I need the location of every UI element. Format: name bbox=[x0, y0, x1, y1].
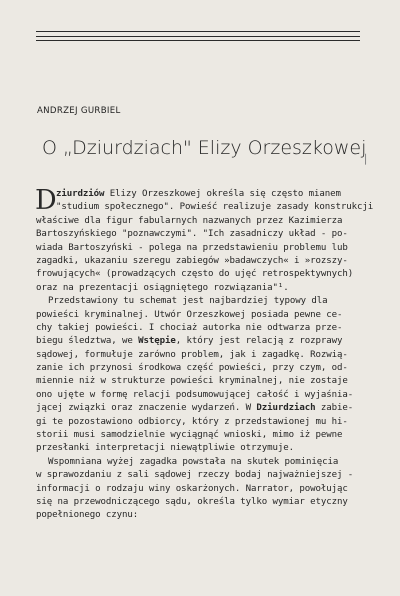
text-span: jącej związki oraz znaczenie wydarzeń. W bbox=[36, 403, 257, 414]
text-span: miennie niż w strukturze powieści kryminalnej, nie zostaje bbox=[36, 376, 348, 387]
text-span: w sprawozdaniu z sali sądowej rzeczy bodaj najważniejszej - bbox=[36, 470, 354, 481]
header-rule-2 bbox=[36, 36, 360, 37]
text-span: informacji o rodzaju winy oskarżonych. Narrator, powołując bbox=[36, 483, 348, 494]
text-line bbox=[36, 456, 364, 469]
text-line bbox=[36, 322, 364, 335]
text-line bbox=[36, 349, 364, 362]
text-span: popełnionego czynu: bbox=[36, 510, 139, 521]
text-span: sądowej, formułuje zarówno problem, jak i zagadkę. Rozwią- bbox=[36, 349, 348, 360]
text-line bbox=[36, 268, 364, 281]
article-title: O „Dziurdziach" Elizy Orzeszkowej bbox=[42, 137, 367, 159]
text-line bbox=[36, 509, 364, 522]
text-span: się na przewodniczącego sądu, określa tylko wymiar etyczny bbox=[36, 496, 348, 507]
text-span: zabie- bbox=[315, 403, 354, 414]
text-span: zanie ich przynosi środkowa część powieści, przy czym, od- bbox=[36, 363, 348, 374]
text-line bbox=[36, 282, 364, 295]
text-span: , który jest relacją z rozprawy bbox=[175, 336, 343, 347]
text-line bbox=[36, 255, 364, 268]
text-span: zagadki, ukazaniu szeregu zabiegów »badawczych« i »rozszy- bbox=[36, 255, 348, 266]
header-rule-1 bbox=[36, 31, 360, 32]
text-line bbox=[36, 416, 364, 429]
text-span: frowujących« (prowadzących często do ujęć retrospektywnych) bbox=[36, 269, 354, 280]
text-span: biegu śledztwa, we bbox=[36, 336, 139, 347]
text-line bbox=[36, 188, 364, 201]
text-span: Przedstawiony tu schemat jest najbardziej typowy dla bbox=[48, 296, 328, 307]
text-span: Bartoszyńskiego "poznawczymi". "Ich zasadniczy układ - po- bbox=[36, 229, 348, 240]
text-span: przesłanki interpretacji niewątpliwie otrzymuje. bbox=[36, 443, 294, 454]
text-line bbox=[36, 469, 364, 482]
text-span: "studium społecznego". Powieść realizuje zasady konstrukcji bbox=[56, 202, 374, 213]
text-line bbox=[36, 375, 364, 388]
text-line bbox=[36, 201, 374, 214]
text-line bbox=[36, 402, 364, 415]
bold-text: Dziurdziach bbox=[256, 403, 316, 414]
text-span: oraz na prezentacji osiągniętego rozwiązania"¹. bbox=[36, 282, 289, 293]
text-span: storii musi samodzielnie wyciągnąć wnioski, mimo iż pewne bbox=[36, 430, 343, 441]
header-rule-3 bbox=[36, 40, 360, 41]
bold-text: ziurdziów bbox=[56, 189, 105, 199]
text-line bbox=[36, 483, 364, 496]
text-line bbox=[36, 362, 364, 375]
text-line bbox=[36, 228, 364, 241]
text-line bbox=[36, 309, 364, 322]
pencil-mark: / bbox=[359, 151, 372, 167]
text-span: właściwe dla figur fabularnych nazwanych przez Kazimierza bbox=[36, 215, 343, 226]
text-line bbox=[36, 242, 364, 255]
text-span: gi te pozostawiono odbiorcy, który z przedstawionej mu hi- bbox=[36, 416, 348, 427]
text-line bbox=[36, 295, 364, 308]
text-span: Wspomniana wyżej zagadka powstała na skutek pominięcia bbox=[48, 456, 339, 467]
text-line bbox=[36, 335, 364, 348]
text-span: ono ujęte w formę relacji podsumowującej całość i wyjaśnia- bbox=[36, 389, 354, 400]
text-line bbox=[36, 215, 364, 228]
bold-text: Wstępie bbox=[138, 336, 176, 347]
text-span: wiada Bartoszyński - polega na przedstawieniu problemu lub bbox=[36, 242, 348, 253]
text-line bbox=[36, 496, 364, 509]
text-span: chy takiej powieści. I chociaż autorka nie odtwarza prze- bbox=[36, 322, 343, 333]
text-span: powieści kryminalnej. Utwór Orzeszkowej posiada pewne ce- bbox=[36, 309, 343, 320]
article-body bbox=[35, 185, 374, 523]
text-span: Elizy Orzeszkowej określa się często mianem bbox=[104, 189, 341, 199]
text-line bbox=[36, 389, 364, 402]
text-line bbox=[36, 442, 364, 455]
author-name: ANDRZEJ GURBIEL bbox=[37, 106, 121, 116]
drop-cap: D bbox=[35, 185, 57, 216]
text-line bbox=[36, 429, 364, 442]
